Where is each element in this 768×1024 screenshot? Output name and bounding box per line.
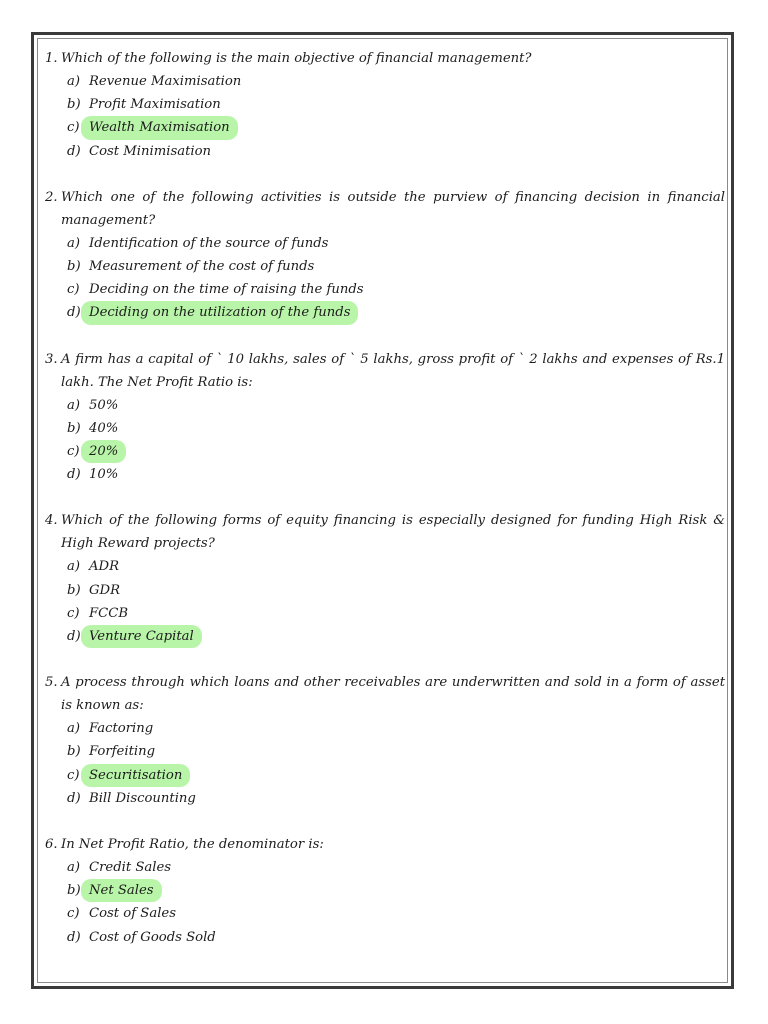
option-2: [45, 417, 725, 440]
option-text: Credit Sales: [89, 860, 172, 876]
option-letter: c): [67, 906, 80, 922]
option-letter: c): [67, 444, 80, 460]
option-3: [45, 278, 725, 301]
highlighted-correct-answer: Wealth Maximisation: [81, 116, 238, 139]
option-letter: d): [67, 629, 81, 645]
option-text: Cost of Sales: [89, 906, 176, 922]
question-2: [45, 186, 725, 325]
option-text: Forfeiting: [89, 744, 156, 760]
option-list: [45, 856, 725, 949]
question-text: A process through which loans and other receivables are underwritten and sold in a form of asset is known as:: [61, 675, 725, 714]
question-list: [45, 47, 725, 972]
question-stem: [45, 348, 725, 394]
option-list: [45, 232, 725, 325]
question-6: [45, 833, 725, 949]
option-letter: a): [67, 559, 81, 575]
highlighted-correct-answer: Securitisation: [81, 764, 190, 787]
option-letter: b): [67, 582, 81, 598]
highlighted-correct-answer: Net Sales: [81, 879, 162, 902]
option-text: Bill Discounting: [89, 790, 196, 806]
option-letter: a): [67, 74, 81, 89]
option-letter: b): [67, 420, 81, 436]
option-1: [45, 555, 725, 578]
question-1: [45, 47, 725, 163]
question-stem: [45, 671, 725, 717]
option-letter: a): [67, 235, 81, 251]
option-text: 50%: [89, 397, 119, 413]
question-number: 5.: [45, 675, 58, 691]
option-2: [45, 879, 725, 902]
option-list: [45, 555, 725, 648]
question-5: [45, 671, 725, 810]
option-text: Factoring: [89, 721, 154, 737]
option-text: Profit Maximisation: [89, 97, 221, 113]
option-4: [45, 463, 725, 486]
option-letter: d): [67, 790, 81, 806]
option-letter: b): [67, 97, 81, 113]
option-4: [45, 140, 725, 163]
option-text: GDR: [89, 582, 121, 598]
option-letter: d): [67, 929, 81, 945]
option-letter: d): [67, 305, 81, 321]
option-letter: c): [67, 120, 80, 136]
option-list: [45, 394, 725, 487]
option-4: [45, 301, 725, 324]
option-4: [45, 787, 725, 810]
option-letter: b): [67, 883, 81, 899]
option-3: [45, 116, 725, 139]
option-1: [45, 232, 725, 255]
option-letter: a): [67, 860, 81, 876]
option-letter: d): [67, 143, 81, 159]
option-letter: a): [67, 721, 81, 737]
option-2: [45, 93, 725, 116]
option-2: [45, 740, 725, 763]
option-text: 40%: [89, 420, 119, 436]
option-text: Cost Minimisation: [89, 143, 212, 159]
option-text: Deciding on the time of raising the funds: [89, 282, 364, 298]
question-stem: [45, 833, 725, 856]
option-3: [45, 440, 725, 463]
question-stem: [45, 47, 725, 70]
option-1: [45, 856, 725, 879]
option-letter: d): [67, 467, 81, 483]
question-number: 2.: [45, 189, 58, 205]
option-text: Revenue Maximisation: [89, 74, 242, 89]
option-4: [45, 926, 725, 949]
option-2: [45, 255, 725, 278]
option-letter: b): [67, 259, 81, 275]
question-text: A firm has a capital of ` 10 lakhs, sales of ` 5 lakhs, gross profit of ` 2 lakhs and expenses of Rs.1 lakh. The Net Profit Ratio is:: [61, 351, 725, 390]
option-1: [45, 717, 725, 740]
question-number: 4.: [45, 513, 58, 529]
question-stem: [45, 186, 725, 232]
question-4: [45, 509, 725, 648]
option-1: [45, 394, 725, 417]
option-3: [45, 602, 725, 625]
option-text: ADR: [89, 559, 120, 575]
option-3: [45, 902, 725, 925]
option-list: [45, 70, 725, 163]
option-letter: c): [67, 282, 80, 298]
option-text: Measurement of the cost of funds: [89, 259, 315, 275]
option-text: 10%: [89, 467, 119, 483]
highlighted-correct-answer: 20%: [81, 440, 126, 463]
question-3: [45, 348, 725, 487]
option-letter: c): [67, 767, 80, 783]
option-text: Cost of Goods Sold: [89, 929, 216, 945]
option-2: [45, 579, 725, 602]
question-text: Which of the following is the main objective of financial management?: [61, 51, 532, 66]
question-number: 6.: [45, 837, 58, 853]
option-4: [45, 625, 725, 648]
option-3: [45, 764, 725, 787]
option-letter: c): [67, 605, 80, 621]
option-text: Identification of the source of funds: [89, 235, 329, 251]
question-text: Which one of the following activities is outside the purview of financing decision in financial management?: [61, 189, 725, 228]
option-letter: b): [67, 744, 81, 760]
option-1: [45, 70, 725, 93]
question-number: 1.: [45, 51, 58, 66]
question-stem: [45, 509, 725, 555]
question-text: In Net Profit Ratio, the denominator is:: [61, 837, 324, 853]
option-text: FCCB: [89, 605, 129, 621]
highlighted-correct-answer: Venture Capital: [81, 625, 202, 648]
option-letter: a): [67, 397, 81, 413]
option-list: [45, 717, 725, 810]
highlighted-correct-answer: Deciding on the utilization of the funds: [81, 301, 358, 324]
question-text: Which of the following forms of equity financing is especially designed for funding High Risk & High Reward projects?: [61, 513, 725, 552]
question-number: 3.: [45, 351, 58, 367]
